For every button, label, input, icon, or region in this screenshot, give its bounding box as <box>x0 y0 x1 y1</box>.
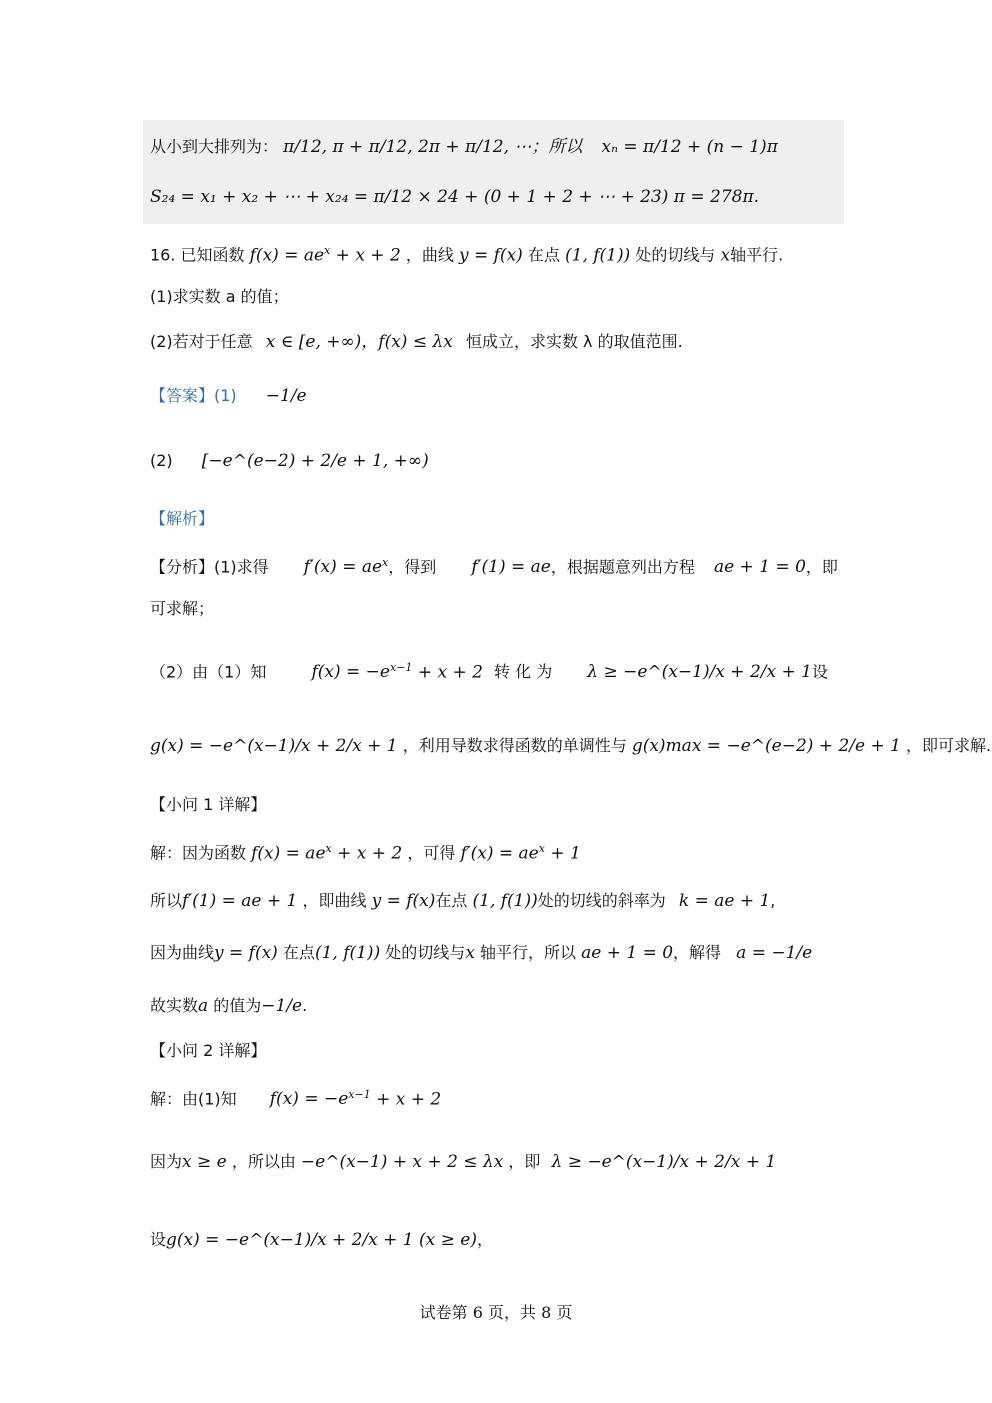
sol1-text-get: ，可得 <box>407 843 456 863</box>
sol1-text-so: 所以 <box>150 891 183 910</box>
q16-fx-exp: x <box>324 244 331 257</box>
analysis-line-2: 可求解； <box>150 599 215 618</box>
sol1-x: x <box>465 943 475 963</box>
q16-text-point: 在点 <box>527 245 560 265</box>
sum-formula: S₂₄ = x₁ + x₂ + ⋯ + x₂₄ = π/12 × 24 + (0 + 1 + 2 + ⋯ + 23) π = 278π. <box>150 187 760 207</box>
g-text-end: ，即可求解. <box>906 736 992 755</box>
answer-2-value: [−e^(e−2) + 2/e + 1, +∞) <box>201 451 429 471</box>
subq-2-heading: 【小问 2 详解】 <box>150 1041 267 1060</box>
answer-label: 【答案】(1) <box>150 386 237 405</box>
subq-1-heading: 【小问 1 详解】 <box>150 795 267 814</box>
analysis-derivative: f′(x) = ae <box>303 557 383 578</box>
solution-2-line-2 <box>150 1152 776 1172</box>
sol1-text-curve: ，即曲线 <box>302 891 367 910</box>
q16-text-tangent: 处的切线与 <box>635 245 716 265</box>
solution-1-line-3 <box>150 943 812 963</box>
sol1-derivative-rest: + 1 <box>544 843 581 864</box>
sol1-fx: f(x) = ae <box>251 843 326 864</box>
sol1-point: (1, f(1)) <box>472 891 538 911</box>
g-max: g(x)max = −e^(e−2) + 2/e + 1 <box>631 736 901 756</box>
step2-intro: （2）由（1）知 <box>150 662 267 682</box>
q16-x: x <box>720 245 731 266</box>
q16-fx-rest: + x + 2 <box>330 245 401 266</box>
sol1-text-tangent: 处的切线与 <box>385 943 466 962</box>
sol2-comma: ， <box>477 1230 494 1249</box>
sol1-text-value: 的值为 <box>213 996 262 1015</box>
sol2-g-function: g(x) = −e^(x−1)/x + 2/x + 1 (x ≥ e) <box>166 1230 477 1250</box>
part-1: (1)求实数 a 的值； <box>150 287 289 306</box>
sol2-lambda: λ ≥ −e^(x−1)/x + 2/x + 1 <box>551 1152 777 1172</box>
sol1-derivative-exp: x <box>538 842 545 855</box>
sol1-curve-2: y = f(x) <box>214 943 278 963</box>
sol1-text-parallel: 轴平行，所以 <box>480 943 577 962</box>
sequence-label: 从小到大排列为： <box>150 137 279 156</box>
q16-point: (1, f(1)) <box>565 245 631 266</box>
sol1-curve: y = f(x) <box>371 891 436 911</box>
shaded-block <box>143 120 844 224</box>
analysis-intro: 【分析】(1)求得 <box>150 557 269 577</box>
sol1-point-2: (1, f(1)) <box>314 943 381 963</box>
step2-text-let: 设 <box>811 662 828 682</box>
step2-fx-exp: x−1 <box>389 661 413 674</box>
xn-formula: xₙ = π/12 + (n − 1)π <box>601 137 778 157</box>
solution-1-line-2 <box>150 891 775 911</box>
sol1-text-solve: ，解得 <box>673 943 722 962</box>
sequence-formula: π/12, π + π/12, 2π + π/12, ⋯；所以 <box>283 137 583 157</box>
sol1-slope-expr: f′(1) = ae + 1 <box>182 891 298 911</box>
analysis-derivative-exp: x <box>382 556 389 569</box>
sol1-text-slope: 处的切线的斜率为 <box>537 891 666 910</box>
analysis-text-equation: ，根据题意列出方程 <box>550 557 695 577</box>
sol2-fx-exp: x−1 <box>348 1088 371 1101</box>
sol1-slope: k = ae + 1 <box>678 891 771 911</box>
sol1-period: . <box>302 996 308 1015</box>
solution-1-line-1 <box>150 839 581 863</box>
analysis-text-ie: ，即 <box>805 557 838 577</box>
step2-fx-rest: + x + 2 <box>412 662 483 683</box>
sol2-text-let: 设 <box>150 1230 167 1249</box>
analysis-line-4 <box>150 736 991 756</box>
sol1-text-point-2: 在点 <box>282 943 315 962</box>
q16-curve: y = f(x) <box>458 245 523 266</box>
sol2-text-because: 因为 <box>150 1152 183 1171</box>
analysis-line-1 <box>150 553 838 577</box>
analysis-text-get: ，得到 <box>388 557 437 577</box>
sol2-domain: x ≥ e <box>182 1152 227 1172</box>
sol2-text-ie: ，即 <box>508 1152 541 1171</box>
g-function: g(x) = −e^(x−1)/x + 2/x + 1 <box>150 736 398 756</box>
solution-2-line-1 <box>150 1085 441 1109</box>
sol1-fx-rest: + x + 2 <box>331 843 403 864</box>
part-2-intro: (2)若对于任意 <box>150 332 253 351</box>
sol1-equation: ae + 1 = 0 <box>581 943 674 963</box>
sol2-text-so: ，所以由 <box>231 1152 296 1171</box>
sol2-fx: f(x) = −e <box>269 1089 349 1110</box>
sol2-fx-rest: + x + 2 <box>370 1089 442 1110</box>
answer-2 <box>150 451 429 471</box>
step2-fx: f(x) = −e <box>311 662 390 683</box>
g-text: ，利用导数求得函数的单调性与 <box>402 736 627 755</box>
q16-text-curve: ，曲线 <box>405 245 454 265</box>
sol1-comma: , <box>770 891 776 910</box>
analysis-derivative-1: f′(1) = ae <box>471 557 551 578</box>
sequence-line <box>150 137 778 157</box>
sol1-a-result: −1/e <box>261 996 303 1016</box>
page-footer: 试卷第 6 页，共 8 页 <box>419 1303 573 1322</box>
analysis-heading: 【解析】 <box>150 509 215 528</box>
step2-inequality: λ ≥ −e^(x−1)/x + 2/x + 1 <box>587 662 812 683</box>
sol1-fx-exp: x <box>325 842 332 855</box>
sol1-text-because: 因为曲线 <box>150 943 215 962</box>
analysis-line-3 <box>150 658 828 682</box>
part-2 <box>150 332 683 352</box>
q16-intro: 16. 已知函数 <box>150 245 245 265</box>
sol1-a-value: a = −1/e <box>736 943 813 963</box>
sol1-a: a <box>198 996 209 1016</box>
sol1-intro: 解：因为函数 <box>150 843 247 863</box>
analysis-equation: ae + 1 = 0 <box>713 557 806 578</box>
answer-2-label: (2) <box>150 451 173 470</box>
q16-fx: f(x) = ae <box>249 245 325 266</box>
sol2-intro: 解：由(1)知 <box>150 1089 237 1109</box>
solution-1-line-4 <box>150 996 307 1016</box>
answer-1-value: −1/e <box>265 386 307 406</box>
part-2-condition: x ∈ [e, +∞)，f(x) ≤ λx <box>265 332 453 352</box>
solution-2-line-3 <box>150 1230 493 1250</box>
sol1-derivative: f′(x) = ae <box>460 843 539 864</box>
question-16 <box>150 241 783 265</box>
q16-text-axis: 轴平行. <box>730 245 784 265</box>
part-2-ask: 恒成立，求实数 λ 的取值范围. <box>465 332 683 351</box>
sol1-text-point: 在点 <box>435 891 468 910</box>
sol1-text-real: 故实数 <box>150 996 199 1015</box>
sol2-inequality: −e^(x−1) + x + 2 ≤ λx <box>300 1152 504 1172</box>
step2-text-convert: 转 化 为 <box>494 662 553 682</box>
answer-1 <box>150 386 307 406</box>
sum-line <box>150 187 759 207</box>
